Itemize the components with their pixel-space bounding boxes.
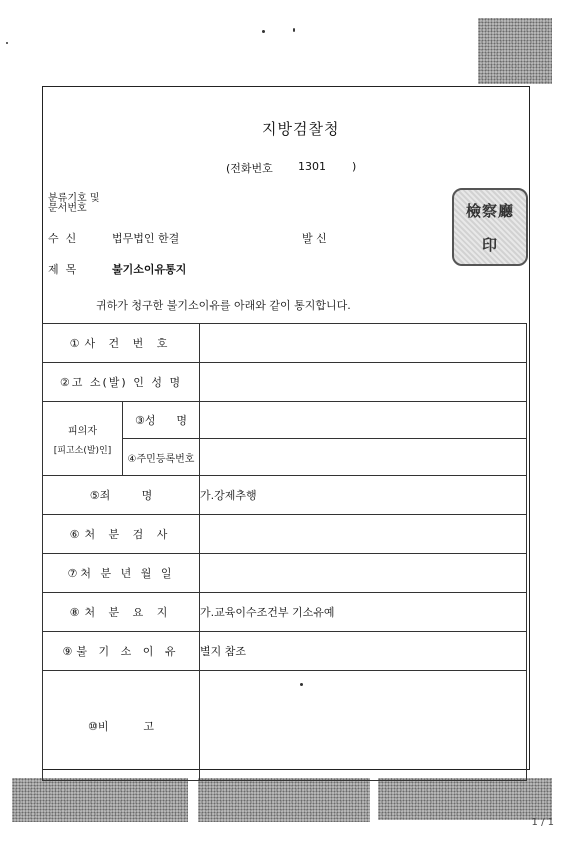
disposition-summary-value: 가.교육이수조건부 기소유예 <box>200 593 527 632</box>
redaction-block-bottom-middle <box>198 778 370 822</box>
table-row <box>43 632 527 671</box>
recipient-label: 수 신 <box>48 232 77 245</box>
suspect-group-label-line2: [피고소(발)인] <box>53 445 112 456</box>
classification-label-line2: 문서번호 <box>48 203 87 214</box>
scan-speck <box>293 28 295 32</box>
agency-title: 지방검찰청 <box>262 120 340 138</box>
case-number-value <box>200 324 527 363</box>
seal-text-line1: 檢察廳 <box>465 202 514 220</box>
classification-label-line1: 분류기호 및 <box>48 193 100 204</box>
table-row <box>43 554 527 593</box>
intro-text: 귀하가 청구한 불기소이유를 아래와 같이 통지합니다. <box>96 299 351 312</box>
subject-label: 제 목 <box>48 263 77 276</box>
recipient-value: 법무법인 한결 <box>112 232 180 245</box>
table-row <box>43 671 527 781</box>
redaction-block-bottom-right <box>378 778 552 820</box>
remarks-label: ⑩비 고 <box>43 671 200 781</box>
complainant-value <box>200 363 527 402</box>
table-row <box>43 363 527 402</box>
charge-value: 가.강제추행 <box>200 476 527 515</box>
redaction-block-top-right <box>478 18 552 84</box>
prosecutor-label: ⑥처 분 검 사 <box>43 515 200 554</box>
reason-label: ⑨불 기 소 이 유 <box>43 632 200 671</box>
seal-text-line2: 印 <box>481 236 498 254</box>
official-seal <box>452 188 528 266</box>
table-row <box>43 515 527 554</box>
scan-speck <box>262 30 265 33</box>
subject-value: 불기소이유통지 <box>112 263 187 276</box>
prosecutor-value <box>200 515 527 554</box>
disposition-summary-label: ⑧처 분 요 지 <box>43 593 200 632</box>
scan-speck <box>6 42 8 44</box>
sender-label: 발 신 <box>302 232 327 245</box>
table-row <box>43 324 527 363</box>
phone-label: (전화번호 <box>226 162 273 175</box>
charge-label: ⑤죄 명 <box>43 476 200 515</box>
remarks-value <box>200 671 527 781</box>
phone-number: 1301 <box>298 160 326 173</box>
table-row <box>43 593 527 632</box>
complainant-label: ②고 소(발) 인 성 명 <box>43 363 200 402</box>
table-row <box>43 402 527 439</box>
suspect-group-label-line1: 피의자 <box>68 425 97 437</box>
table-row <box>43 476 527 515</box>
reason-value: 별지 참조 <box>200 632 527 671</box>
resident-number-label: ④주민등록번호 <box>123 439 200 476</box>
disposition-date-value <box>200 554 527 593</box>
notice-table <box>42 323 527 781</box>
name-value <box>200 402 527 439</box>
redaction-block-bottom-left <box>12 778 188 822</box>
resident-number-value <box>200 439 527 476</box>
suspect-group-label <box>43 402 123 476</box>
name-label: ③성 명 <box>123 402 200 439</box>
case-number-label: ①사 건 번 호 <box>43 324 200 363</box>
page-number: 1 / 1 <box>531 817 554 828</box>
phone-close: ) <box>352 160 357 173</box>
disposition-date-label: ⑦처 분 년 월 일 <box>43 554 200 593</box>
